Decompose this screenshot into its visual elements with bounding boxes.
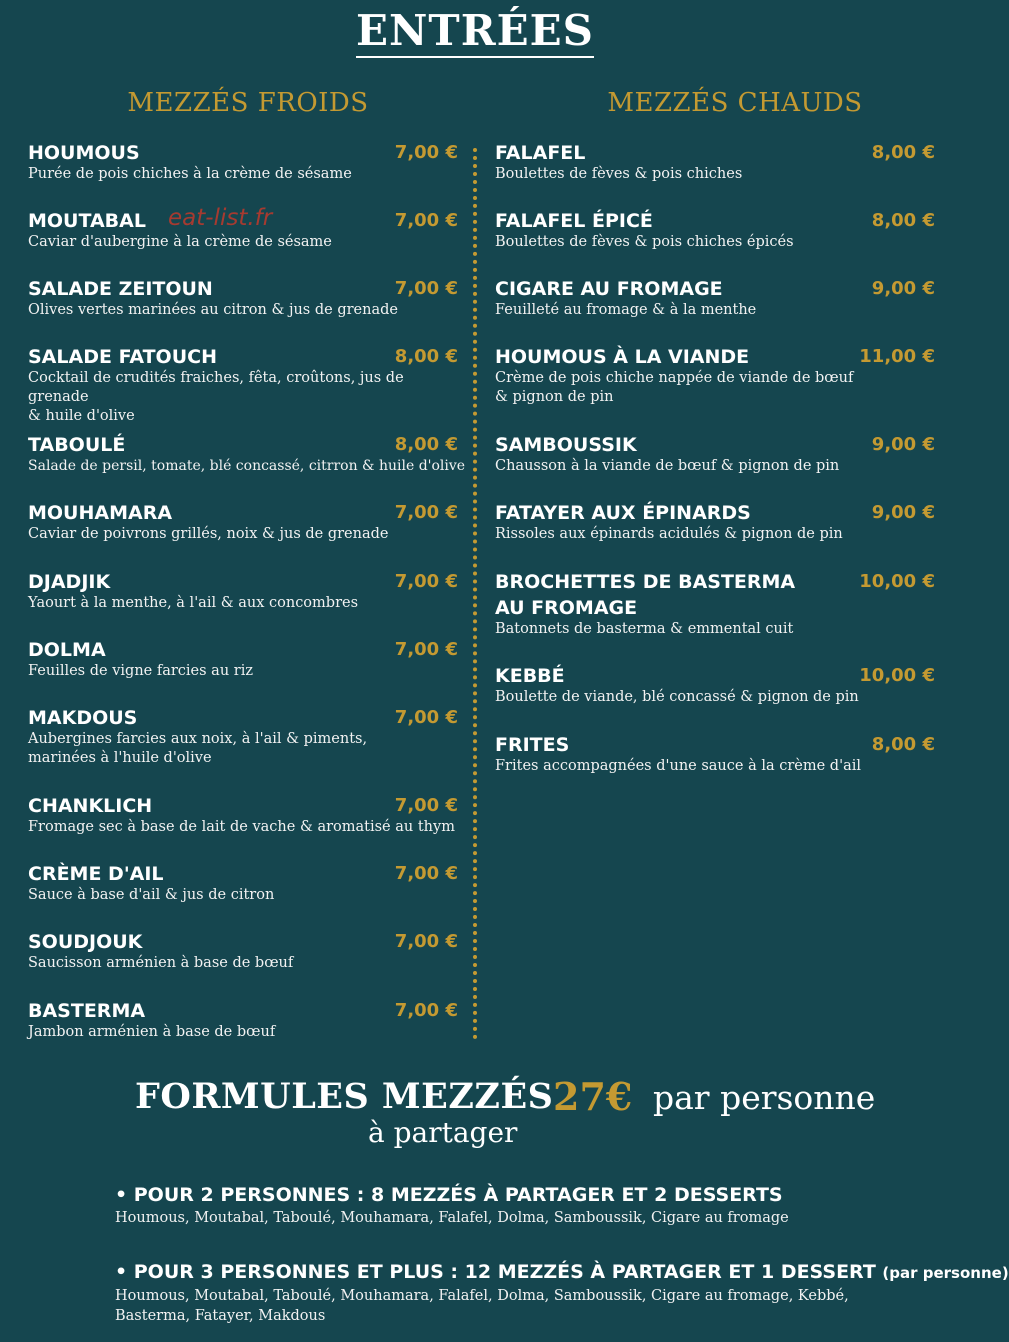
item-name: DOLMA — [28, 639, 106, 661]
item-name: FALAFEL ÉPICÉ — [495, 210, 653, 232]
formules-price: 27€ — [553, 1074, 633, 1119]
item-name: FALAFEL — [495, 142, 586, 164]
offer-heading — [115, 1182, 945, 1208]
item-description: Feuilleté au fromage & à la menthe — [495, 302, 757, 318]
menu-item — [28, 999, 458, 1042]
offer-note: (par personne) — [882, 1264, 1009, 1282]
item-description: Frites accompagnées d'une sauce à la crème d'ail — [495, 758, 861, 774]
item-price: 7,00 € — [394, 278, 458, 299]
item-description: Chausson à la viande de bœuf & pignon de pin — [495, 458, 840, 474]
item-name-line-2: AU FROMAGE — [495, 597, 638, 619]
menu-item — [28, 277, 458, 320]
formules-subtitle: à partager — [368, 1116, 518, 1149]
item-description: Boulettes de fèves & pois chiches épicés — [495, 234, 794, 250]
item-description: Cocktail de crudités fraiches, fêta, croûtons, jus de grenade & huile d'olive — [28, 370, 404, 424]
watermark: eat-list.fr — [168, 205, 273, 231]
item-price: 11,00 € — [859, 346, 935, 367]
menu-item — [495, 664, 935, 707]
item-price: 7,00 € — [394, 707, 458, 728]
item-description: Jambon arménien à base de bœuf — [28, 1024, 276, 1040]
item-name: MAKDOUS — [28, 707, 138, 729]
item-price: 8,00 € — [394, 346, 458, 367]
offer-list: Houmous, Moutabal, Taboulé, Mouhamara, Falafel, Dolma, Samboussik, Cigare au fromage, Kebbé, Basterma, Fatayer, Makdous — [115, 1288, 849, 1324]
offer-heading-text: • POUR 3 PERSONNES ET PLUS : 12 MEZZÉS À PARTAGER ET 1 DESSERT — [115, 1261, 876, 1283]
item-price: 7,00 € — [394, 639, 458, 660]
item-description: Saucisson arménien à base de bœuf — [28, 955, 294, 971]
item-price: 7,00 € — [394, 502, 458, 523]
item-name: SALADE FATOUCH — [28, 346, 217, 368]
column-divider — [473, 148, 477, 1040]
item-name: DJADJIK — [28, 571, 111, 593]
item-name: FATAYER AUX ÉPINARDS — [495, 502, 751, 524]
menu-item — [495, 501, 935, 544]
menu-item — [495, 345, 935, 407]
item-price: 9,00 € — [871, 502, 935, 523]
menu-item — [28, 706, 458, 768]
menu-item — [28, 638, 458, 681]
page-title: ENTRÉES — [356, 8, 594, 58]
item-name: CRÈME D'AIL — [28, 863, 164, 885]
item-name: CHANKLICH — [28, 795, 153, 817]
item-price: 10,00 € — [859, 571, 935, 592]
cold-mezzes-heading: MEZZÉS FROIDS — [127, 88, 369, 118]
offer-3-persons — [115, 1259, 1009, 1326]
item-description: Aubergines farcies aux noix, à l'ail & piments, marinées à l'huile d'olive — [28, 731, 368, 766]
offer-heading — [115, 1259, 1009, 1286]
item-description: Feuilles de vigne farcies au riz — [28, 663, 253, 679]
item-description: Batonnets de basterma & emmental cuit — [495, 621, 794, 637]
item-price: 7,00 € — [394, 795, 458, 816]
menu-item — [495, 141, 935, 184]
formules-title: FORMULES MEZZÉS — [135, 1076, 554, 1117]
menu-item — [495, 433, 935, 476]
menu-item — [28, 501, 458, 544]
item-price: 8,00 € — [394, 434, 458, 455]
item-price: 7,00 € — [394, 863, 458, 884]
menu-item — [28, 794, 458, 837]
item-name: MOUHAMARA — [28, 502, 173, 524]
offer-2-persons — [115, 1182, 945, 1228]
item-name: BROCHETTES DE BASTERMA — [495, 571, 796, 593]
item-description: Salade de persil, tomate, blé concassé, citrron & huile d'olive — [28, 458, 466, 474]
offer-heading-text: • POUR 2 PERSONNES : 8 MEZZÉS À PARTAGER ET 2 DESSERTS — [115, 1184, 783, 1206]
item-price: 8,00 € — [871, 210, 935, 231]
item-description: Caviar d'aubergine à la crème de sésame — [28, 234, 332, 250]
item-description: Boulette de viande, blé concassé & pignon de pin — [495, 689, 859, 705]
item-price: 9,00 € — [871, 278, 935, 299]
item-price: 7,00 € — [394, 210, 458, 231]
item-description: Yaourt à la menthe, à l'ail & aux concombres — [28, 595, 359, 611]
page-title-wrap — [0, 8, 950, 58]
item-price: 7,00 € — [394, 1000, 458, 1021]
item-description: Boulettes de fèves & pois chiches — [495, 166, 743, 182]
menu-item — [28, 862, 458, 905]
menu-item — [495, 277, 935, 320]
item-name: CIGARE AU FROMAGE — [495, 278, 723, 300]
item-description: Olives vertes marinées au citron & jus de grenade — [28, 302, 398, 318]
menu-item — [28, 930, 458, 973]
item-description: Sauce à base d'ail & jus de citron — [28, 887, 275, 903]
hot-mezzes-heading: MEZZÉS CHAUDS — [607, 88, 863, 118]
menu-item — [28, 433, 466, 476]
menu-item — [495, 570, 935, 639]
item-price: 7,00 € — [394, 571, 458, 592]
menu-item — [28, 141, 458, 184]
item-name: BASTERMA — [28, 1000, 146, 1022]
item-price: 10,00 € — [859, 665, 935, 686]
item-description: Rissoles aux épinards acidulés & pignon de pin — [495, 526, 843, 542]
formules-per-person: par personne — [653, 1078, 876, 1117]
item-name: SALADE ZEITOUN — [28, 278, 213, 300]
item-name: HOUMOUS À LA VIANDE — [495, 346, 750, 368]
item-description: Caviar de poivrons grillés, noix & jus de grenade — [28, 526, 389, 542]
item-name: FRITES — [495, 734, 570, 756]
menu-item — [495, 733, 935, 776]
item-description: Fromage sec à base de lait de vache & aromatisé au thym — [28, 819, 455, 835]
item-name: HOUMOUS — [28, 142, 140, 164]
item-price: 8,00 € — [871, 734, 935, 755]
menu-item — [495, 209, 935, 252]
item-name: TABOULÉ — [28, 434, 126, 456]
item-description: Purée de pois chiches à la crème de sésame — [28, 166, 352, 182]
item-price: 7,00 € — [394, 142, 458, 163]
offer-list: Houmous, Moutabal, Taboulé, Mouhamara, Falafel, Dolma, Samboussik, Cigare au fromage — [115, 1210, 789, 1226]
menu-item — [28, 570, 458, 613]
item-price: 7,00 € — [394, 931, 458, 952]
item-description: Crème de pois chiche nappée de viande de bœuf & pignon de pin — [495, 370, 854, 405]
item-price: 9,00 € — [871, 434, 935, 455]
item-name: KEBBÉ — [495, 665, 565, 687]
item-price: 8,00 € — [871, 142, 935, 163]
item-name: SOUDJOUK — [28, 931, 143, 953]
item-name: SAMBOUSSIK — [495, 434, 637, 456]
menu-item — [28, 345, 458, 426]
item-name: MOUTABAL — [28, 210, 146, 232]
